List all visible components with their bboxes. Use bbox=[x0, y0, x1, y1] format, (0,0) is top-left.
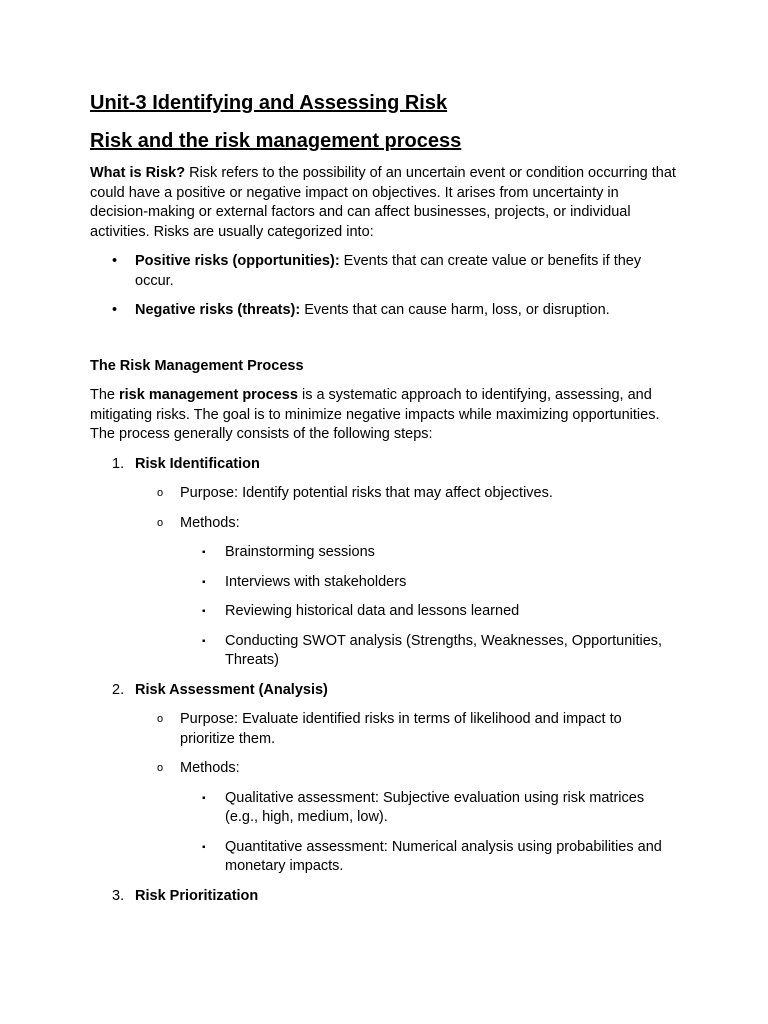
square-bullet-icon: ▪ bbox=[202, 547, 206, 558]
bullet-icon: • bbox=[112, 253, 118, 269]
category-text: Events that can cause harm, loss, or disruption. bbox=[300, 302, 610, 318]
list-item bbox=[180, 602, 680, 622]
method-text: Qualitative assessment: Subjective evaluation using risk matrices (e.g., high, medium, low). bbox=[225, 789, 645, 825]
list-item bbox=[135, 514, 680, 671]
process-intro-paragraph bbox=[90, 386, 680, 445]
list-item bbox=[90, 301, 680, 321]
step-purpose: Purpose: Identify potential risks that may affect objectives. bbox=[180, 485, 553, 501]
list-item bbox=[135, 759, 680, 877]
step-item bbox=[90, 455, 680, 671]
process-intro-before: The bbox=[90, 387, 120, 403]
methods-label: Methods: bbox=[180, 760, 240, 776]
step-title: Risk Prioritization bbox=[135, 887, 259, 904]
intro-paragraph bbox=[90, 164, 680, 242]
list-item bbox=[180, 543, 680, 563]
step-title: Risk Assessment (Analysis) bbox=[135, 681, 328, 698]
list-item bbox=[180, 838, 680, 877]
bullet-icon: • bbox=[112, 302, 118, 318]
step-number: 3. bbox=[112, 887, 125, 904]
category-text: Events that can create value or benefits if they occur. bbox=[135, 253, 642, 289]
risk-categories-list bbox=[90, 252, 680, 321]
step-number: 1. bbox=[112, 455, 125, 472]
method-text: Interviews with stakeholders bbox=[225, 573, 407, 590]
methods-label: Methods: bbox=[180, 514, 240, 531]
circle-bullet-icon: o bbox=[157, 487, 164, 499]
process-steps-list bbox=[90, 455, 680, 907]
category-label: Negative risks (threats): bbox=[135, 302, 301, 318]
circle-bullet-icon: o bbox=[157, 713, 164, 725]
process-intro-bold: risk management process bbox=[119, 387, 298, 403]
intro-lead: What is Risk? bbox=[90, 165, 186, 181]
methods-list bbox=[180, 789, 680, 877]
step-item bbox=[90, 887, 680, 907]
square-bullet-icon: ▪ bbox=[202, 841, 206, 853]
process-heading: The Risk Management Process bbox=[90, 357, 304, 374]
document-title: Unit-3 Identifying and Assessing Risk bbox=[90, 92, 448, 114]
square-bullet-icon: ▪ bbox=[202, 606, 206, 617]
category-label: Positive risks (opportunities): bbox=[135, 253, 340, 269]
circle-bullet-icon: o bbox=[157, 762, 164, 774]
list-item bbox=[135, 710, 680, 749]
methods-list bbox=[180, 543, 680, 671]
circle-bullet-icon: o bbox=[157, 516, 164, 529]
list-item bbox=[180, 632, 680, 671]
process-intro-after: is a systematic approach to identifying, assessing, and mitigating risks. The goal is to minimize negative impacts while maximizing opportunities. The process generally consists of the following steps: bbox=[90, 387, 660, 442]
method-text: Reviewing historical data and lessons learned bbox=[225, 603, 520, 619]
step-details bbox=[135, 484, 680, 671]
square-bullet-icon: ▪ bbox=[202, 576, 206, 588]
step-item bbox=[90, 681, 680, 877]
list-item bbox=[90, 252, 680, 291]
step-title: Risk Identification bbox=[135, 455, 260, 472]
step-details bbox=[135, 710, 680, 877]
step-purpose: Purpose: Evaluate identified risks in terms of likelihood and impact to prioritize them. bbox=[180, 711, 622, 747]
method-text: Quantitative assessment: Numerical analysis using probabilities and monetary impacts. bbox=[225, 838, 662, 874]
step-number: 2. bbox=[112, 681, 125, 698]
square-bullet-icon: ▪ bbox=[202, 792, 206, 804]
method-text: Brainstorming sessions bbox=[225, 544, 375, 560]
square-bullet-icon: ▪ bbox=[202, 635, 206, 647]
section-title: Risk and the risk management process bbox=[90, 130, 462, 152]
method-text: Conducting SWOT analysis (Strengths, Weaknesses, Opportunities, Threats) bbox=[225, 632, 663, 668]
intro-text: Risk refers to the possibility of an uncertain event or condition occurring that could have a positive or negative impact on objectives. It arises from uncertainty in decision-making or external factors and can affect businesses, projects, or individual activities. Risks are usually categorized into: bbox=[90, 165, 676, 240]
list-item bbox=[180, 573, 680, 593]
document-page bbox=[90, 90, 680, 916]
list-item bbox=[180, 789, 680, 828]
list-item bbox=[135, 484, 680, 504]
